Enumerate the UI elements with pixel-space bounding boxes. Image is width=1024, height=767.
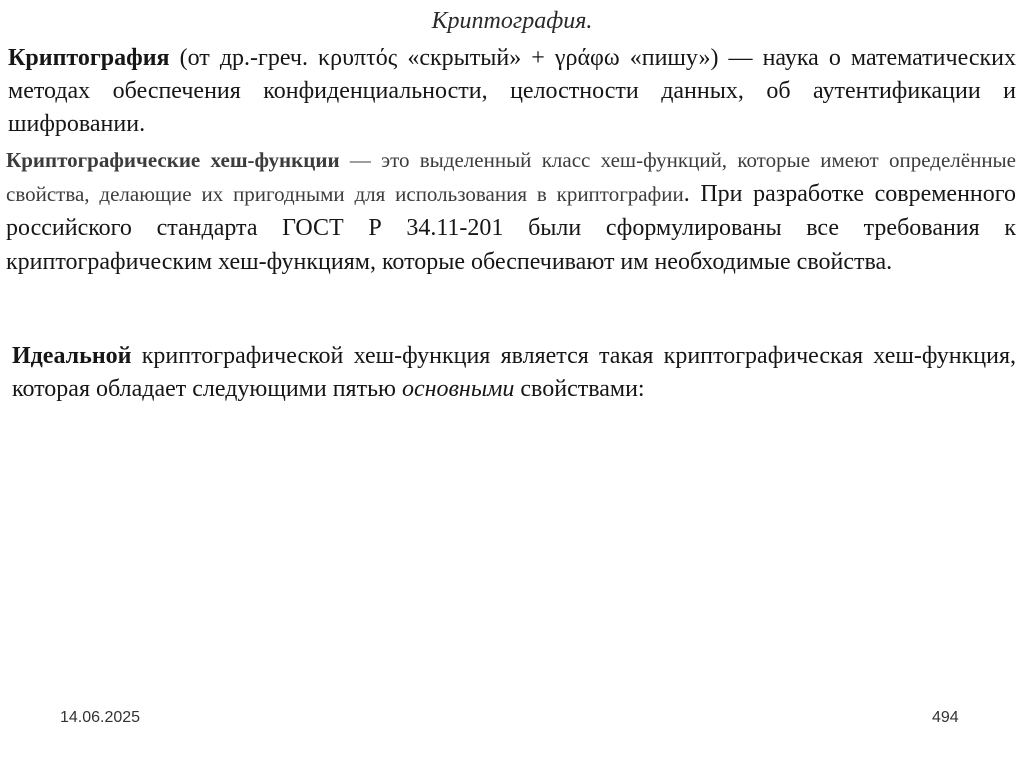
paragraph-ideal-hash-function <box>12 340 1016 406</box>
cryptography-definition-text: (от др.-греч. κρυπτός «скрытый» + γράφω «пишу») — наука о математических методах обеспечения конфиденциальности, целостности данных, об аутентификации и шифровании. <box>8 45 1016 137</box>
footer-page-number: 494 <box>932 709 959 726</box>
ideal-text-italic: основными <box>401 376 515 402</box>
term-ideal: Идеальной <box>12 343 132 369</box>
term-hash-functions: Криптографические хеш-функции <box>6 148 340 172</box>
ideal-text-after: свойствами: <box>514 376 645 402</box>
hash-functions-text: . При разработке современного российского стандарта ГОСТ Р 34.11-201 были сформулированы все требования к криптографическим хеш-функциям, которые обеспечивают им необходимые свойства. <box>6 181 1017 275</box>
paragraph-hash-functions <box>6 143 1016 279</box>
slide-title: Криптография. <box>431 8 593 34</box>
footer-date: 14.06.2025 <box>60 709 141 726</box>
paragraph-cryptography-definition <box>8 42 1016 141</box>
hash-functions-lead-text: — это выделенный класс хеш-функций, которые имеют определённые свойства, делающие их пригодными для использования в криптографии <box>6 148 1016 206</box>
ideal-text-before: криптографической хеш-функция является такая криптографическая хеш-функция, которая обладает следующими пятью <box>12 343 1016 402</box>
term-cryptography: Криптография <box>8 45 170 71</box>
